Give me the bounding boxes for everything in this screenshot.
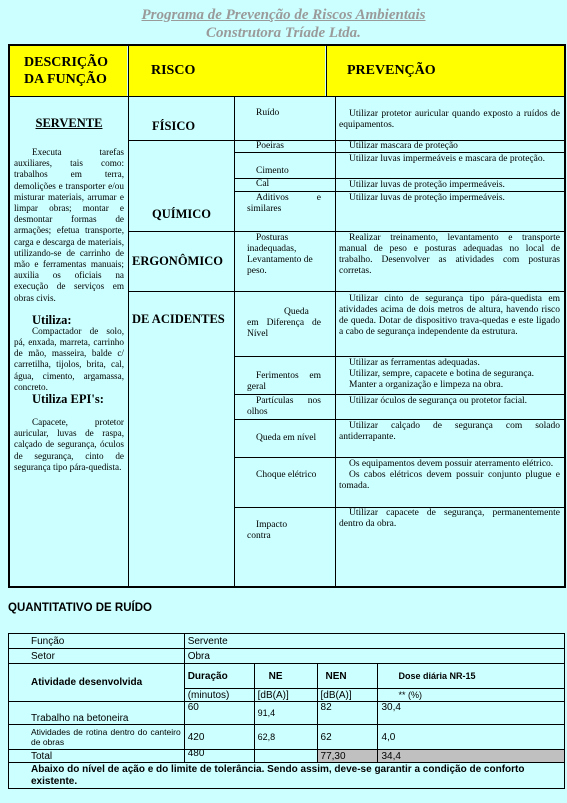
col-ne-unit: [dB(A)] — [254, 689, 317, 702]
grid-line — [128, 140, 234, 141]
utiliza-title: Utiliza: — [32, 312, 72, 327]
table-row — [9, 750, 565, 763]
prev-choque-2: Os cabos elétricos devem possuir conjunto plugue e tomada. — [339, 470, 560, 491]
col-duracao-unit: (minutos) — [184, 689, 254, 702]
col-dose-unit: ** (%) — [378, 689, 565, 702]
prev-particulas: Utilizar óculos de segurança ou protetor facial. — [349, 396, 528, 406]
row-atividade: Trabalho na betoneira — [9, 702, 185, 725]
agent-choque: Choque elétrico — [256, 470, 317, 480]
setor-label: Setor — [9, 649, 185, 664]
table-row — [9, 763, 565, 789]
col-dose: Dose diária NR-15 — [378, 664, 565, 689]
agent-impacto: Impacto contra — [247, 520, 288, 541]
row-duracao: 60 — [184, 702, 254, 725]
agent-cal: Cal — [256, 179, 270, 189]
funcao-name: SERVENTE — [35, 116, 103, 130]
table-row — [9, 634, 565, 649]
grid-line — [234, 231, 564, 232]
row-nen: 62 — [317, 725, 378, 750]
agent-particulas: Partículas nos olhos — [247, 396, 321, 417]
total-duracao: 480 — [184, 750, 254, 763]
company-name: Construtora Tríade Ltda. — [206, 25, 361, 41]
prev-ruido: Utilizar protetor auricular quando exposto a ruídos de equipamentos. — [339, 109, 560, 130]
grid-line — [335, 96, 336, 586]
category-ergonomico: ERGONÔMICO — [132, 254, 223, 268]
table-row — [9, 725, 565, 750]
header-funcao — [10, 46, 127, 96]
prev-choque — [339, 459, 560, 492]
prev-impacto: Utilizar capacete de segurança, permanentemente dentro da obra. — [339, 508, 560, 529]
grid-line — [234, 356, 564, 357]
col-duracao: Duração — [184, 664, 254, 689]
category-acidentes: DE ACIDENTES — [132, 312, 225, 326]
table-row — [9, 702, 565, 725]
funcao-label: Função — [9, 634, 185, 649]
grid-line — [128, 231, 234, 232]
prev-aditivos: Utilizar luvas de proteção impermeáveis. — [349, 193, 505, 203]
header-prevencao — [327, 46, 564, 96]
prev-queda-diferenca: Utilizar cinto de segurança tipo pára-quedista em atividades acima de dois metros de altura, havendo risco de queda. Dotar de dispositivo trava-quedas e este ligado a cabo de segurança independente da estrutura. — [339, 294, 560, 337]
prev-posturas: Realizar treinamento, levantamento e transporte manual de peso e posturas adequadas no local de trabalho. Desenvolver as atividades com posturas corretas. — [339, 233, 560, 276]
grid-line — [234, 419, 564, 420]
category-fisico: FÍSICO — [152, 119, 196, 133]
document-title: Programa de Prevenção de Riscos Ambientais — [141, 7, 426, 23]
row-nen: 82 — [317, 702, 378, 725]
agent-ruido: Ruído — [256, 108, 280, 118]
total-ne-empty — [254, 750, 317, 763]
total-label: Total — [9, 750, 185, 763]
grid-line — [234, 96, 235, 586]
agent-queda-nivel: Queda em nível — [256, 433, 317, 443]
prev-cimento: Utilizar luvas impermeáveis e mascara de proteção. — [349, 154, 545, 164]
atividade-label: Atividade desenvolvida — [9, 664, 185, 702]
prev-queda-nivel: Utilizar calçado de segurança com solado antiderrapante. — [339, 421, 560, 442]
table-row — [9, 649, 565, 664]
header-funcao-label: DESCRIÇÃO DA FUNÇÃO — [24, 55, 109, 87]
noise-note: Abaixo do nível de ação e do limite de tolerância. Sendo assim, deve-se garantir a condição de conforto existente. — [9, 763, 565, 789]
prev-poeiras: Utilizar mascara de proteção — [349, 141, 458, 151]
header-risco-label: RISCO — [151, 63, 196, 78]
header-prevencao-label: PREVENÇÃO — [347, 63, 436, 78]
header-risco — [129, 46, 325, 96]
grid-line — [234, 191, 564, 192]
prev-ferimentos-3: Manter a organização e limpeza na obra. — [349, 380, 504, 390]
grid-line — [234, 457, 564, 458]
agent-posturas: Posturas inadequadas, Levantamento de peso. — [247, 233, 313, 276]
epi-text: Capacete, protetor auricular, luvas de raspa, calçado de segurança, óculos de segurança, cinto de segurança tipo pára-quedista. — [14, 417, 124, 472]
ruido-section-title: QUANTITATIVO DE RUÍDO — [8, 602, 152, 614]
total-dose: 34,4 — [378, 750, 565, 763]
setor-value: Obra — [184, 649, 564, 664]
grid-line — [234, 291, 564, 292]
grid-line — [10, 96, 564, 97]
grid-line — [128, 291, 234, 292]
agent-queda-diferenca: Queda em Diferença de Nível — [247, 307, 321, 339]
prev-ferimentos-1: Utilizar as ferramentas adequadas. — [349, 358, 480, 368]
grid-line — [128, 46, 129, 586]
prev-cal: Utilizar luvas de proteção impermeáveis. — [349, 180, 505, 190]
grid-line — [234, 178, 564, 179]
row-dose: 4,0 — [378, 725, 565, 750]
funcao-value: Servente — [184, 634, 564, 649]
col-nen-unit: [dB(A)] — [317, 689, 378, 702]
category-quimico: QUÍMICO — [152, 207, 212, 221]
total-nen: 77,30 — [317, 750, 378, 763]
row-atividade: Atividades de rotina dentro do canteiro de obras — [9, 725, 185, 750]
agent-ferimentos: Ferimentos em geral — [247, 371, 321, 392]
col-nen: NEN — [317, 664, 378, 689]
noise-table — [8, 633, 565, 789]
utiliza-text: Compactador de solo, pá, enxada, marreta, carrinho de mão, masseira, balde c/ carretilha, tijolos, brita, cal, água, cimento, argamassa, concreto. — [14, 325, 124, 392]
prev-choque-1: Os equipamentos devem possuir aterramento elétrico. — [349, 459, 554, 469]
row-ne: 62,8 — [254, 725, 317, 750]
funcao-description: Executa tarefas auxiliares, tais como: trabalhos em terra, demolições e transporter e/ou misturar materiais, arrumar e limpar obras; montar e desmontar formas de armações; efetua transporte, carga e descarga de materiais, utilizando-se de carrinho de mão e ferramentas manuais; auxilia os oficiais na execução de serviços em obras civis. — [14, 147, 124, 303]
grid-line — [326, 46, 327, 96]
agent-poeiras: Poeiras — [256, 141, 284, 151]
agent-aditivos: Aditivos e similares — [247, 193, 321, 214]
prev-ferimentos-2: Utilizar, sempre, capacete e botina de segurança. — [349, 369, 535, 379]
grid-line — [234, 152, 564, 153]
grid-line — [234, 394, 564, 395]
epi-title: Utiliza EPI's: — [32, 392, 104, 407]
row-dose: 30,4 — [378, 702, 565, 725]
table-row — [9, 664, 565, 689]
prev-ferimentos — [339, 358, 560, 391]
row-ne: 91,4 — [254, 702, 317, 725]
agent-cimento: Cimento — [256, 166, 289, 176]
col-ne: NE — [254, 664, 317, 689]
funcao-cell — [12, 100, 126, 584]
row-duracao: 420 — [184, 725, 254, 750]
